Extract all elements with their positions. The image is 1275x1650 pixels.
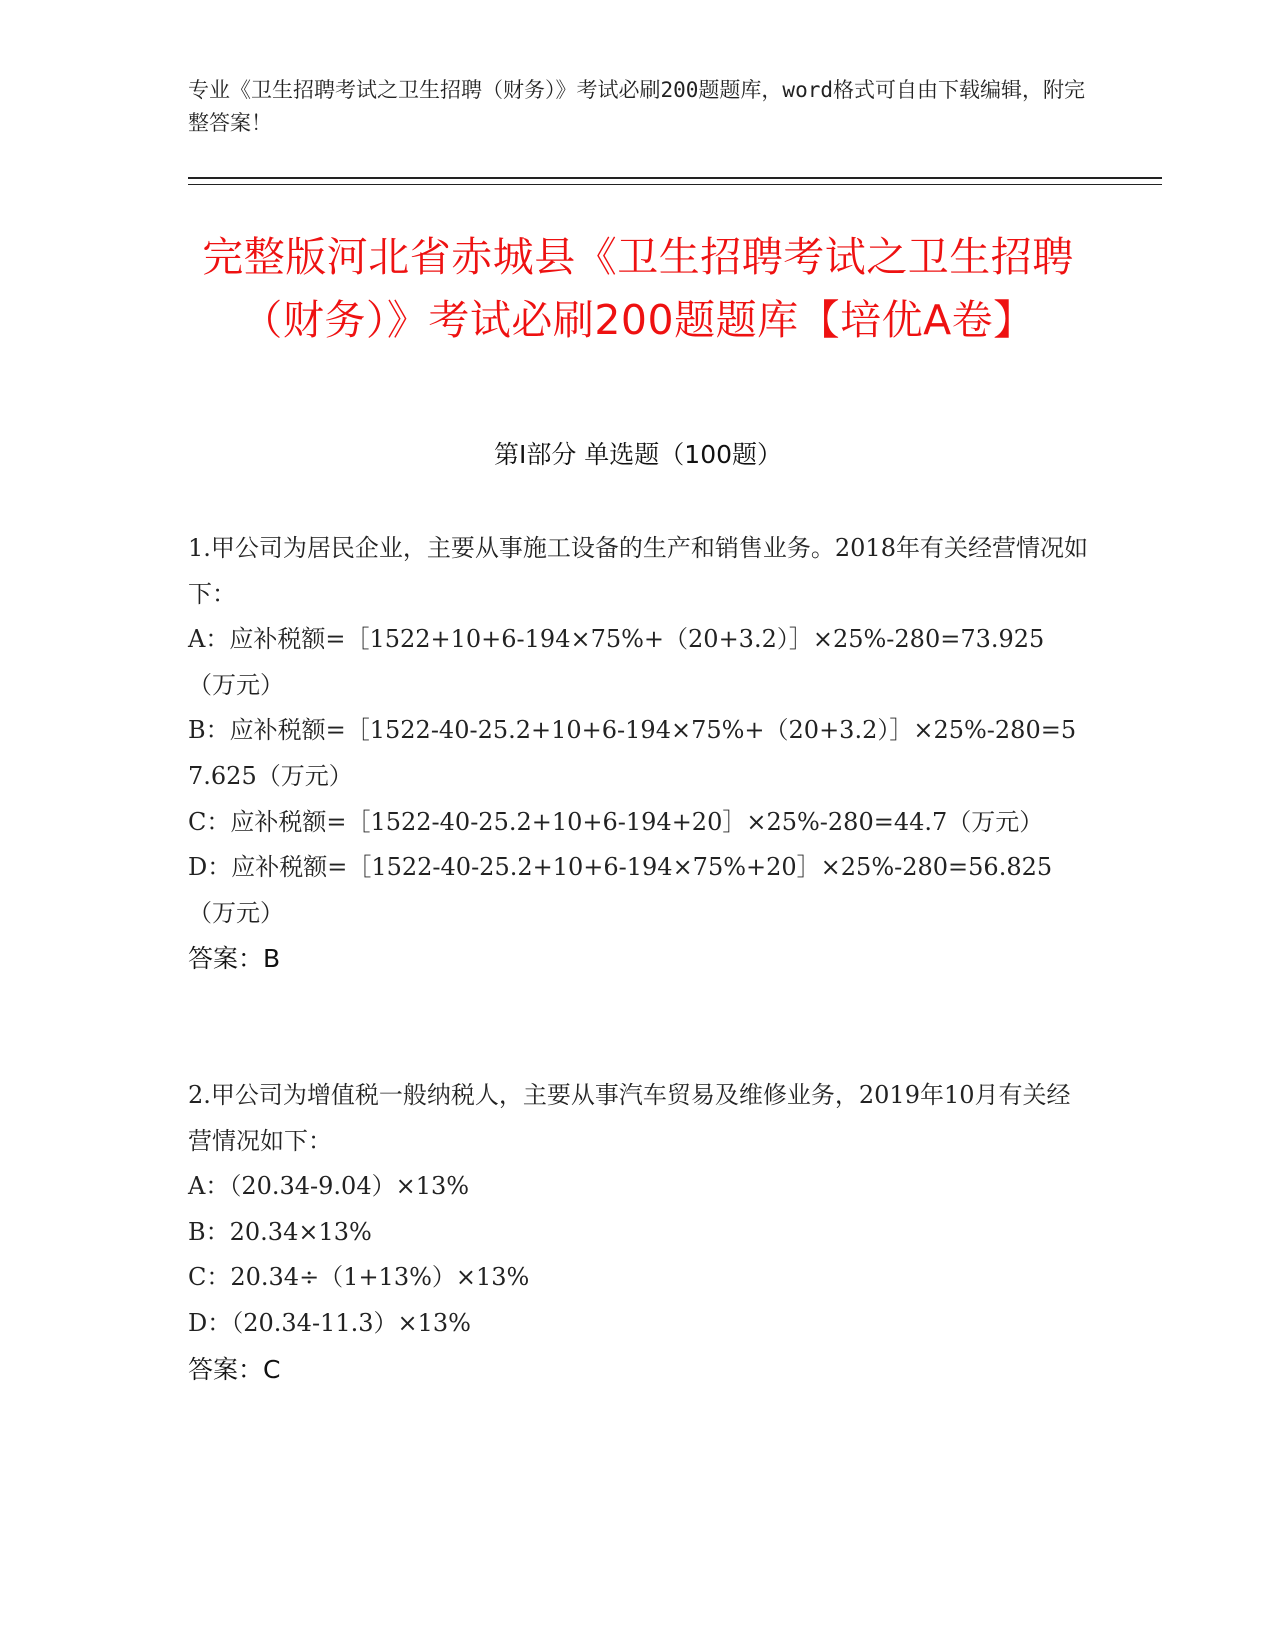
question-stem: 1.甲公司为居民企业，主要从事施工设备的生产和销售业务。2018年有关经营情况如下： xyxy=(188,534,1088,608)
question-1 xyxy=(188,526,1088,982)
document-title: 完整版河北省赤城县《卫生招聘考试之卫生招聘（财务）》考试必刷200题题库【培优A卷】 xyxy=(202,233,1074,344)
option-c: C：应补税额=［1522-40-25.2+10+6-194+20］×25%-280=44.7（万元） xyxy=(188,807,1044,836)
option-c: C：20.34÷（1+13%）×13% xyxy=(188,1263,530,1292)
question-stem: 2.甲公司为增值税一般纳税人，主要从事汽车贸易及维修业务，2019年10月有关经营情况如下： xyxy=(188,1081,1071,1155)
question-2 xyxy=(188,1073,1088,1392)
header-divider-thick xyxy=(188,177,1162,179)
header-divider-thin xyxy=(188,184,1162,185)
option-b: B：应补税额=［1522-40-25.2+10+6-194×75%+（20+3.2）］×25%-280=57.625（万元） xyxy=(188,716,1077,790)
option-a: A：应补税额=［1522+10+6-194×75%+（20+3.2）］×25%-280=73.925（万元） xyxy=(188,625,1045,699)
section-heading: 第Ⅰ部分 单选题（100题） xyxy=(493,440,783,469)
option-b: B：20.34×13% xyxy=(188,1217,372,1246)
answer: 答案：B xyxy=(188,944,281,974)
option-d: D：应补税额=［1522-40-25.2+10+6-194×75%+20］×25%-280=56.825（万元） xyxy=(188,853,1053,927)
option-a: A：（20.34-9.04）×13% xyxy=(188,1172,470,1201)
header-note: 专业《卫生招聘考试之卫生招聘（财务）》考试必刷200题题库，word格式可自由下载编辑，附完整答案！ xyxy=(188,78,1085,135)
option-d: D：（20.34-11.3）×13% xyxy=(188,1308,471,1337)
answer: 答案：C xyxy=(188,1354,281,1384)
